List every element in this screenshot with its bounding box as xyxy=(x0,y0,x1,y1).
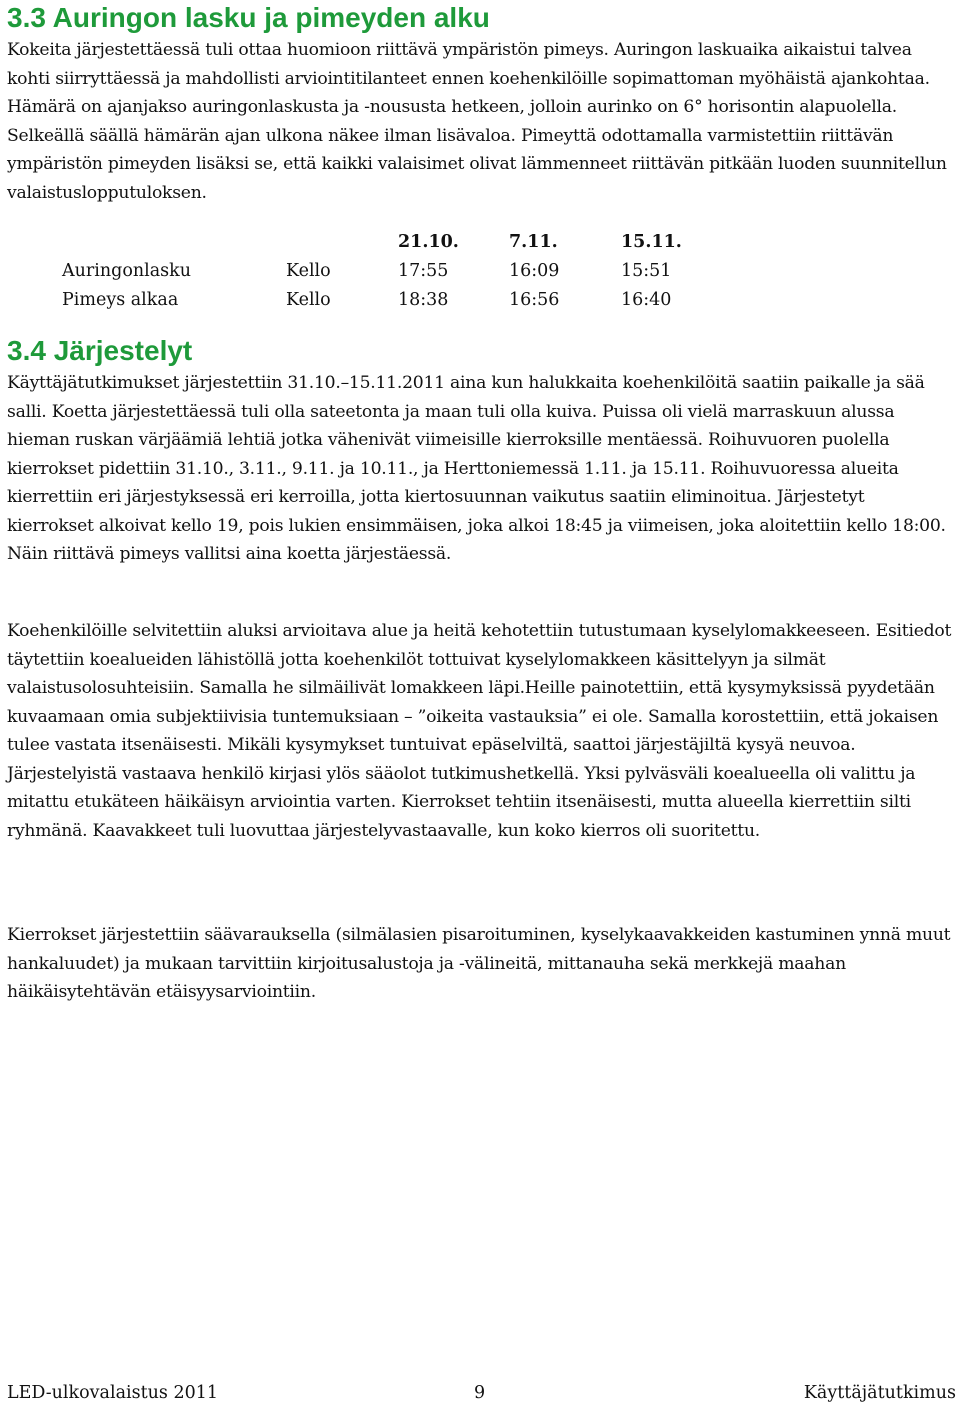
time-cell: 15:51 xyxy=(621,261,672,281)
table-header-cell xyxy=(286,228,398,257)
section-heading-3-3: 3.3 Auringon lasku ja pimeyden alku xyxy=(7,2,490,33)
section-heading-3-4: 3.4 Järjestelyt xyxy=(7,335,193,366)
table-row xyxy=(62,286,721,315)
row-unit: Kello xyxy=(286,261,331,281)
time-cell: 16:40 xyxy=(621,290,672,310)
table-header-row xyxy=(62,228,721,257)
sunset-paragraph: Kokeita järjestettäessä tuli ottaa huomioon riittävä ympäristön pimeys. Auringon laskuaika aikaistui talvea kohti siirryttäessä ja mahdollisti arviointitilanteet ennen koehenkilöille sopimattoman myöhäistä ajankohtaa. Hämärä on ajanjakso auringonlaskusta ja -noususta hetkeen, jolloin aurinko on 6° horisontin alapuolella. Selkeällä säällä hämärän ajan ulkona näkee ilman lisävaloa. Pimeyttä odottamalla varmistettiin riittävän ympäristön pimeyden lisäksi se, että kaikki valaisimet olivat lämmenneet riittävän pitkään luoden suunnitellun valaistuslopputuloksen. xyxy=(7,40,947,203)
time-cell: 16:09 xyxy=(509,261,560,281)
table-header-date: 7.11. xyxy=(509,232,558,252)
time-cell: 18:38 xyxy=(398,290,449,310)
footer-chapter-title: Käyttäjätutkimus xyxy=(803,1383,956,1403)
sunset-darkness-table xyxy=(62,228,721,315)
row-label: Pimeys alkaa xyxy=(62,290,179,310)
footer-document-title: LED-ulkovalaistus 2011 xyxy=(7,1383,218,1403)
arrangements-paragraph-1: Käyttäjätutkimukset järjestettiin 31.10.–15.11.2011 aina kun halukkaita koehenkilöitä saatiin paikalle ja sää salli. Koetta järjestettäessä tuli olla sateetonta ja maan tuli olla kuiva. Puissa oli vielä marraskuun alussa hieman ruskan värjäämiä lehtiä jotka vähenivät viimeisille kierroksille mentäessä. Roihuvuoren puolella kierrokset pidettiin 31.10., 3.11., 9.11. ja 10.11., ja Herttoniemessä 1.11. ja 15.11. Roihuvuoressa alueita kierrettiin eri järjestyksessä eri kerroilla, jotta kiertosuunnan vaikutus saatiin eliminoitua. Järjestetyt kierrokset alkoivat kello 19, pois lukien ensimmäisen, joka alkoi 18:45 ja viimeisen, joka aloitettiin kello 18:00. Näin riittävä pimeys vallitsi aina koetta järjestäessä. xyxy=(7,373,946,564)
row-unit: Kello xyxy=(286,290,331,310)
arrangements-paragraph-2: Koehenkilöille selvitettiin aluksi arvioitava alue ja heitä kehotettiin tutustumaan kyselylomakkeeseen. Esitiedot täytettiin koealueiden lähistöllä jotta koehenkilöt tottuivat kyselylomakkeen käsittelyyn ja silmät valaistusolosuhteisiin. Samalla he silmäilivät lomakkeen läpi.Heille painotettiin, että kysymyksissä pyydetään kuvaamaan omia subjektiivisia tuntemuksiaan – ”oikeita vastauksia” ei ole. Samalla korostettiin, että jokaisen tulee vastata itsenäisesti. Mikäli kysymykset tuntuivat epäselviltä, saattoi järjestäjiltä kysyä neuvoa. Järjestelyistä vastaava henkilö kirjasi ylös sääolot tutkimushetkellä. Yksi pylväsväli koealueella oli valittu ja mitattu etukäteen häikäisyn arviointia varten. Kierrokset tehtiin itsenäisesti, mutta alueella kierrettiin silti ryhmänä. Kaavakkeet tuli luovuttaa järjestelyvastaavalle, kun koko kierros oli suoritettu. xyxy=(7,621,952,841)
time-cell: 17:55 xyxy=(398,261,449,281)
footer-page-number: 9 xyxy=(474,1383,486,1403)
table-header-cell xyxy=(62,228,286,257)
table-header-date: 21.10. xyxy=(398,232,459,252)
table-row xyxy=(62,257,721,286)
time-cell: 16:56 xyxy=(509,290,560,310)
table-header-date: 15.11. xyxy=(621,232,682,252)
row-label: Auringonlasku xyxy=(62,261,192,281)
arrangements-paragraph-3: Kierrokset järjestettiin säävarauksella (silmälasien pisaroituminen, kyselykaavakkeiden kastuminen ynnä muut hankaluudet) ja mukaan tarvittiin kirjoitusalustoja ja -välineitä, mittanauha sekä merkkejä maahan häikäisytehtävän etäisyysarviointiin. xyxy=(7,925,951,1002)
